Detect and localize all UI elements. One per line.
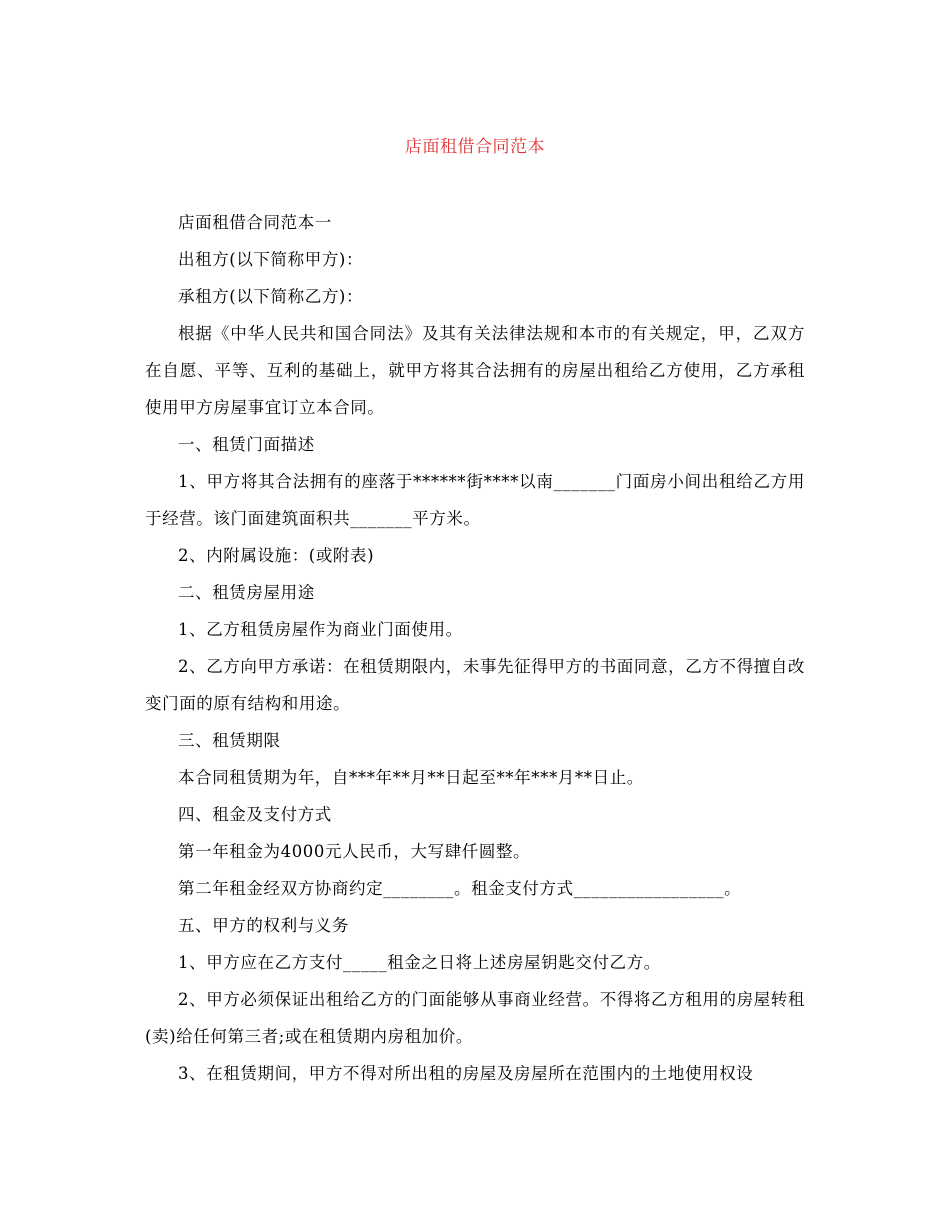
clause-4-second-year: 第二年租金经双方协商约定________。租金支付方式_________________。 — [178, 879, 742, 898]
paragraph-lessee: 承租方(以下简称乙方)： — [178, 287, 364, 306]
clause-2-2: 2、乙方向甲方承诺：在租赁期限内，未事先征得甲方的书面同意，乙方不得擅自改变门面的原有结构和用途。 — [145, 657, 805, 713]
document-body — [145, 204, 805, 1092]
clause-1-1: 1、甲方将其合法拥有的座落于******街****以南_______门面房小间出租给乙方用于经营。该门面建筑面积共_______平方米。 — [145, 472, 805, 528]
section-heading-2: 二、租赁房屋用途 — [178, 583, 315, 602]
clause-4-first-year: 第一年租金为4000元人民币，大写肆仟圆整。 — [178, 842, 531, 861]
section-heading-5: 五、甲方的权利与义务 — [178, 916, 349, 935]
section-heading-1: 一、租赁门面描述 — [178, 435, 315, 454]
paragraph-lessor: 出租方(以下简称甲方)： — [178, 250, 364, 269]
section-heading-4: 四、租金及支付方式 — [178, 805, 332, 824]
clause-2-1: 1、乙方租赁房屋作为商业门面使用。 — [178, 620, 463, 639]
clause-1-2: 2、内附属设施：(或附表) — [178, 546, 375, 565]
paragraph-subtitle: 店面租借合同范本一 — [178, 213, 332, 232]
clause-5-3: 3、在租赁期间，甲方不得对所出租的房屋及房屋所在范围内的土地使用权设 — [178, 1064, 754, 1083]
clause-5-1: 1、甲方应在乙方支付_____租金之日将上述房屋钥匙交付乙方。 — [178, 953, 661, 972]
document-title: 店面租借合同范本 — [405, 137, 545, 157]
section-heading-3: 三、租赁期限 — [178, 731, 281, 750]
clause-3-term: 本合同租赁期为年，自***年**月**日起至**年***月**日止。 — [178, 768, 644, 787]
clause-5-2: 2、甲方必须保证出租给乙方的门面能够从事商业经营。不得将乙方租用的房屋转租(卖)给任何第三者;或在租赁期内房租加价。 — [145, 990, 805, 1046]
paragraph-preamble: 根据《中华人民共和国合同法》及其有关法律法规和本市的有关规定，甲，乙双方在自愿、平等、互利的基础上，就甲方将其合法拥有的房屋出租给乙方使用，乙方承租使用甲方房屋事宜订立本合同。 — [145, 324, 805, 417]
